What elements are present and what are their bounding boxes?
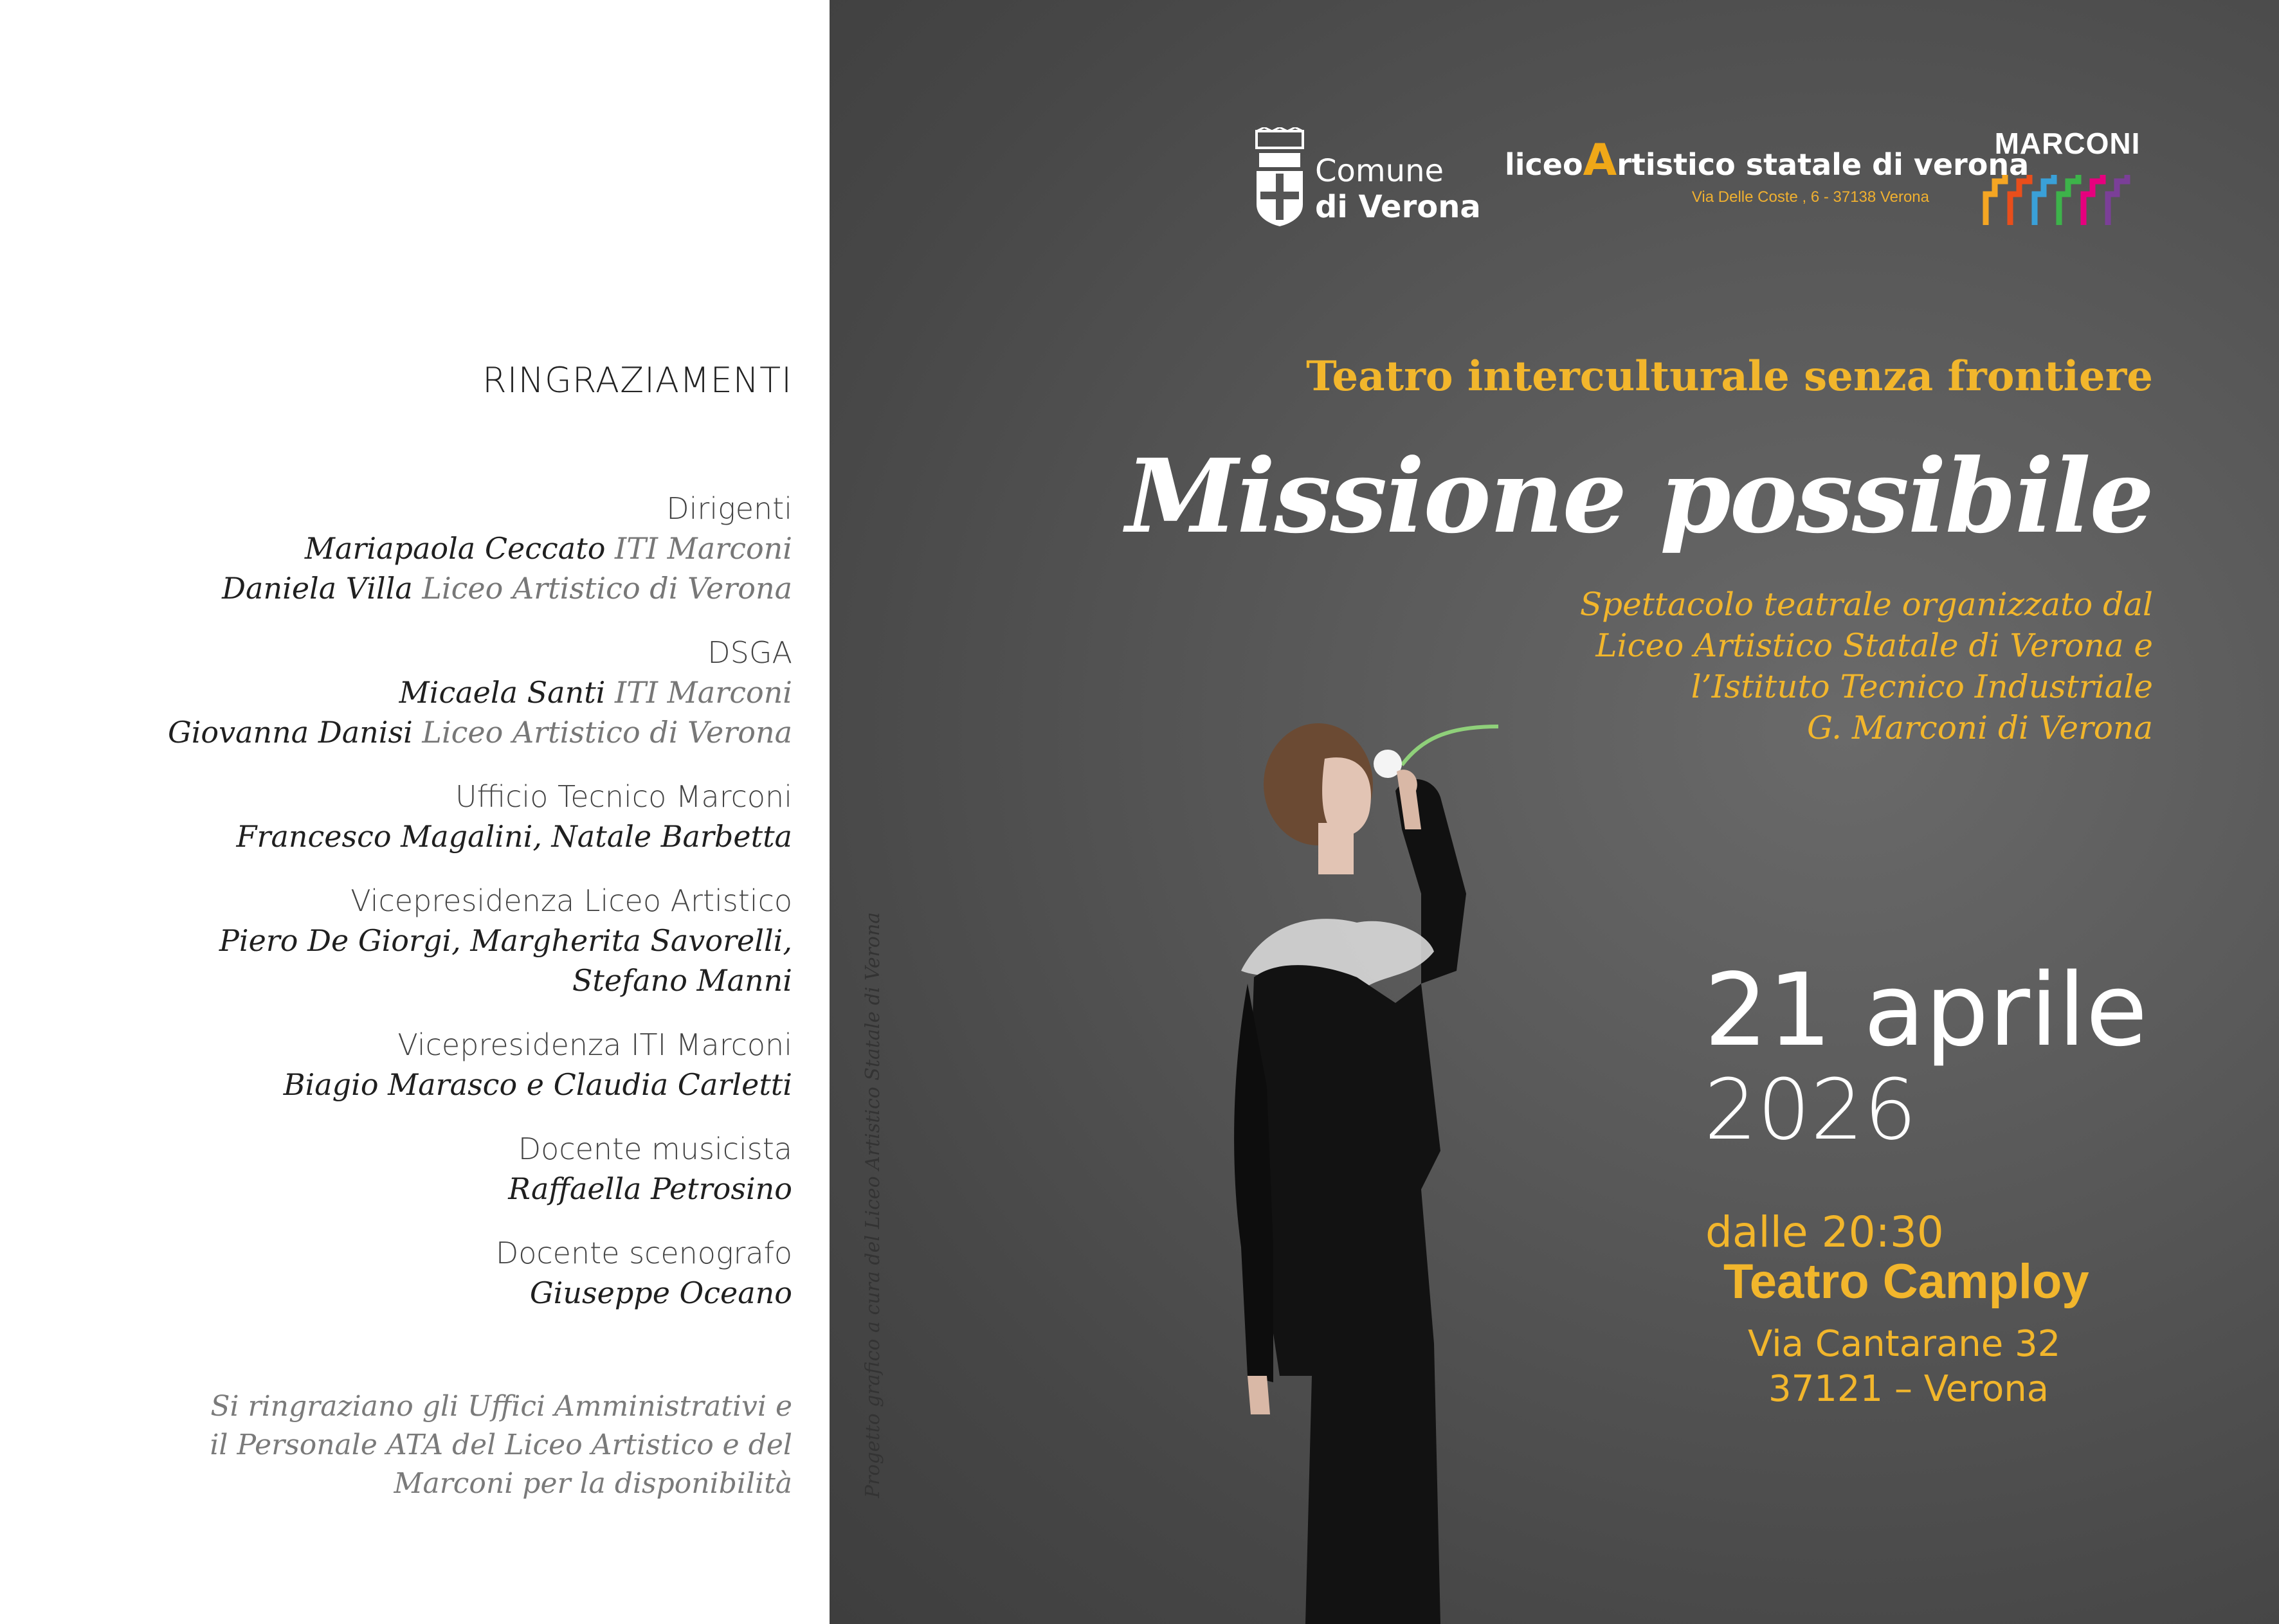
acknowledgement-line: Si ringraziano gli Uffici Amministrativi e xyxy=(210,1390,792,1423)
venue-address-street: Via Cantarane 32 xyxy=(1748,1323,2061,1365)
credit-name: Piero De Giorgi, Margherita Savorelli, xyxy=(219,923,792,958)
credit-role: Ufficio Tecnico Marconi xyxy=(455,779,792,814)
acknowledgement-note xyxy=(149,1387,792,1503)
acknowledgement-line: il Personale ATA del Liceo Artistico e del xyxy=(210,1429,792,1461)
credit-group xyxy=(85,1233,792,1313)
city-crest-icon xyxy=(1254,127,1305,227)
credit-org: ITI Marconi xyxy=(615,675,792,710)
credit-org: Liceo Artistico di Verona xyxy=(422,571,792,606)
credit-role: Vicepresidenza ITI Marconi xyxy=(397,1027,792,1062)
credit-name: Micaela Santi xyxy=(399,675,606,710)
credit-group xyxy=(85,489,792,608)
marconi-logo xyxy=(1981,126,2161,229)
comune-verona-logo xyxy=(1254,127,1481,230)
credit-role: Docente musicista xyxy=(518,1132,792,1166)
credit-name: Francesco Magalini, Natale Barbetta xyxy=(236,819,792,854)
liceo-address: Via Delle Coste , 6 - 37138 Verona xyxy=(1691,188,1929,206)
credit-line xyxy=(85,568,792,608)
credit-group xyxy=(85,1025,792,1105)
credit-line xyxy=(85,712,792,752)
credit-name: Raffaella Petrosino xyxy=(508,1171,792,1206)
description-line: Liceo Artistico Statale di Verona e xyxy=(1595,627,2153,664)
credit-org: Liceo Artistico di Verona xyxy=(422,715,792,750)
credit-name: Biagio Marasco e Claudia Carletti xyxy=(283,1067,792,1102)
marconi-stripe xyxy=(2108,175,2127,225)
credit-line xyxy=(85,672,792,712)
comune-wordmark xyxy=(1315,153,1481,225)
performer-photo xyxy=(1228,701,1711,1624)
credit-org: ITI Marconi xyxy=(615,531,792,566)
event-date-year: 2026 xyxy=(1704,1061,1917,1159)
description-line: G. Marconi di Verona xyxy=(1806,709,2153,746)
credit-role: Dirigenti xyxy=(666,491,792,526)
credits-heading: RINGRAZIAMENTI xyxy=(482,360,792,401)
credits-list xyxy=(85,489,792,1337)
credit-group xyxy=(85,1129,792,1209)
credit-name: Mariapaola Ceccato xyxy=(304,531,606,566)
credit-line xyxy=(85,528,792,568)
comune-line1: Comune xyxy=(1315,153,1444,189)
marconi-stripe xyxy=(2010,175,2029,225)
liceo-pre: liceo xyxy=(1505,147,1583,182)
credit-role: Docente scenografo xyxy=(495,1236,792,1270)
credit-role: Vicepresidenza Liceo Artistico xyxy=(350,883,792,918)
marconi-stripe xyxy=(2035,175,2054,225)
event-date-day: 21 aprile xyxy=(1704,952,2148,1069)
credit-role: DSGA xyxy=(707,635,792,670)
liceo-post: rtistico statale di verona xyxy=(1617,147,2029,182)
marconi-stripes-icon xyxy=(1981,168,2148,226)
event-subtitle: Teatro interculturale senza frontiere xyxy=(1306,352,2153,401)
liceo-a: A xyxy=(1583,135,1617,186)
credit-name: Giuseppe Oceano xyxy=(529,1276,792,1310)
description-line: Spettacolo teatrale organizzato dal xyxy=(1579,586,2153,623)
liceo-wordmark xyxy=(1505,135,2029,186)
marconi-stripe xyxy=(1986,175,2005,225)
event-venue: Teatro Camploy xyxy=(1723,1254,2089,1309)
credit-group xyxy=(85,881,792,1000)
poster-panel xyxy=(830,0,2279,1624)
credit-name: Giovanna Danisi xyxy=(167,715,413,750)
marconi-stripe xyxy=(2084,175,2103,225)
liceo-artistico-logo xyxy=(1505,135,2029,206)
event-time: dalle 20:30 xyxy=(1705,1207,1944,1257)
event-description xyxy=(1580,584,2153,748)
venue-address-city: 37121 – Verona xyxy=(1768,1368,2049,1410)
marconi-stripe xyxy=(2059,175,2078,225)
credit-name: Daniela Villa xyxy=(222,571,413,606)
event-title: Missione possibile xyxy=(1125,437,2153,556)
comune-line2: di Verona xyxy=(1315,189,1481,225)
marconi-wordmark: MARCONI xyxy=(1994,127,2141,160)
design-credit: Progetto grafico a cura del Liceo Artistico Statale di Verona xyxy=(862,912,884,1498)
credit-group xyxy=(85,777,792,856)
description-line: l’Istituto Tecnico Industriale xyxy=(1691,668,2153,705)
credit-group xyxy=(85,633,792,752)
acknowledgement-line: Marconi per la disponibilità xyxy=(394,1467,792,1500)
credit-name: Stefano Manni xyxy=(572,963,792,998)
